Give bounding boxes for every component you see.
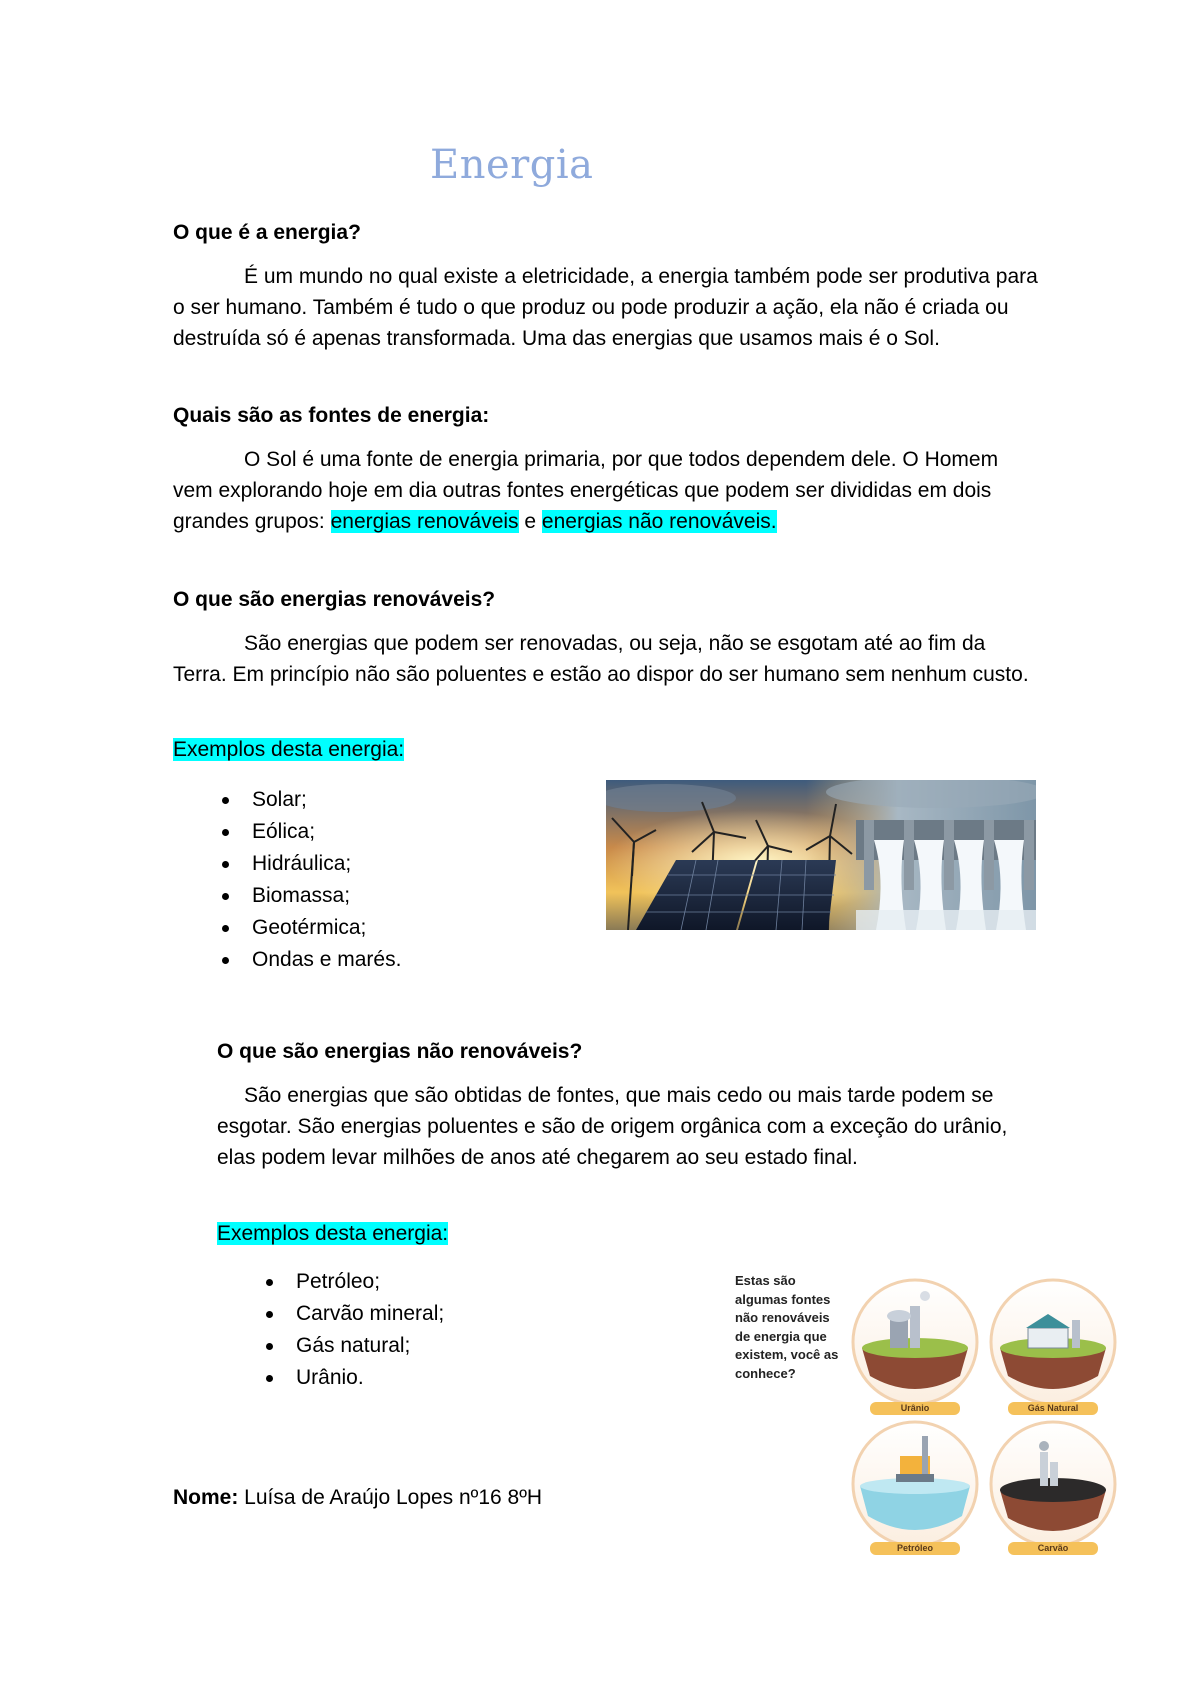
infographic-label-oil: Petróleo: [896, 1543, 933, 1553]
student-name: [173, 1486, 542, 1510]
heading-what-is-energy: O que é a energia?: [173, 221, 361, 244]
renewable-list: [218, 784, 401, 976]
examples-label-non-renewable: Exemplos desta energia:: [217, 1222, 449, 1245]
highlight-renewable: energias renováveis: [330, 510, 519, 533]
infographic-caption: Estas são algumas fontes não renováveis de energia que existem, você as conhece?: [735, 1273, 839, 1381]
list-item: Eólica;: [218, 816, 401, 848]
non-renewable-infographic: [850, 1276, 1120, 1561]
name-value: Luísa de Araújo Lopes nº16 8ºH: [238, 1486, 543, 1509]
highlight-non-renewable: energias não renováveis.: [541, 510, 777, 533]
list-item: Geotérmica;: [218, 912, 401, 944]
non-renewable-list: [262, 1266, 444, 1394]
list-item: Solar;: [218, 784, 401, 816]
list-item: Urânio.: [262, 1362, 444, 1394]
infographic-label-uranium: Urânio: [900, 1403, 930, 1413]
heading-renewable: O que são energias renováveis?: [173, 588, 496, 611]
renewable-energy-image: [606, 780, 1036, 930]
list-item: Gás natural;: [262, 1330, 444, 1362]
paragraph-what-is-energy: É um mundo no qual existe a eletricidade, a energia também pode ser produtiva para o ser humano. Também é tudo o que produz ou pode produzir a ação, ela não é criada ou destruída só é apenas transformada. Uma das energias que usamos mais é o Sol.: [173, 265, 1038, 350]
list-item: Petróleo;: [262, 1266, 444, 1298]
document-title: Energia: [430, 142, 594, 188]
list-item: Biomassa;: [218, 880, 401, 912]
heading-energy-sources: Quais são as fontes de energia:: [173, 404, 490, 427]
paragraph-non-renewable: São energias que são obtidas de fontes, que mais cedo ou mais tarde podem se esgotar. São energias poluentes e são de origem orgânica com a exceção do urânio, elas podem levar milhões de anos até chegarem ao seu estado final.: [217, 1084, 1008, 1169]
infographic-label-natural-gas: Gás Natural: [1027, 1403, 1079, 1413]
name-label: Nome:: [173, 1486, 239, 1509]
paragraph-renewable: São energias que podem ser renovadas, ou seja, não se esgotam até ao fim da Terra. Em princípio não são poluentes e estão ao dispor do ser humano sem nenhum custo.: [173, 632, 1029, 686]
examples-label-renewable: Exemplos desta energia:: [173, 738, 405, 761]
paragraph-energy-sources: O Sol é uma fonte de energia primaria, por que todos dependem dele. O Homem vem explorando hoje em dia outras fontes energéticas que podem ser divididas em dois grandes grupos: energias renováveis e energias não renováveis.: [173, 448, 999, 533]
list-item: Ondas e marés.: [218, 944, 401, 976]
infographic-label-coal: Carvão: [1037, 1543, 1069, 1553]
list-item: Carvão mineral;: [262, 1298, 444, 1330]
heading-non-renewable: O que são energias não renováveis?: [217, 1040, 583, 1063]
list-item: Hidráulica;: [218, 848, 401, 880]
